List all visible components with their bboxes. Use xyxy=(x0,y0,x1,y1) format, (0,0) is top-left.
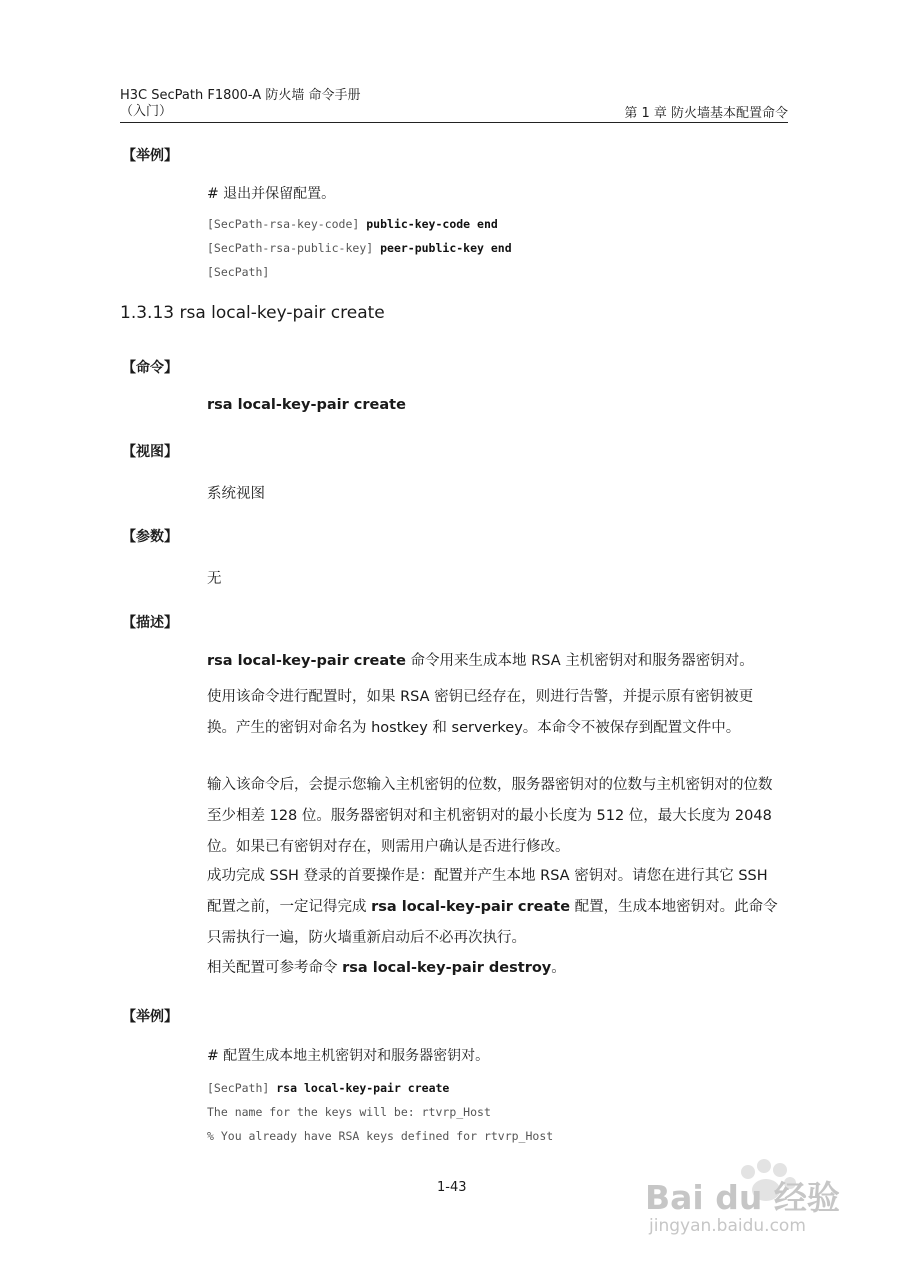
code-prompt: [SecPath-rsa-public-key] xyxy=(207,241,381,255)
desc-paragraph-4 xyxy=(207,861,782,954)
view-text: 系统视图 xyxy=(207,486,265,502)
header-rule xyxy=(120,122,788,123)
desc-p5-text-b: 。 xyxy=(551,960,566,976)
desc-p5-text-a: 相关配置可参考命令 xyxy=(207,960,343,976)
code-line xyxy=(207,1081,449,1095)
page-number: 1-43 xyxy=(437,1180,467,1195)
desc-paragraph-3: 输入该命令后，会提示您输入主机密钥的位数，服务器密钥对的位数与主机密钥对的位数至少相差 128 位。服务器密钥对和主机密钥对的最小长度为 512 位，最大长度为 2048 位。如果已有密钥对存在，则需用户确认是否进行修改。 xyxy=(207,777,773,855)
header-chapter: 第 1 章 防火墙基本配置命令 xyxy=(624,106,788,121)
header-title-line1: H3C SecPath F1800-A 防火墙 命令手册 xyxy=(120,88,361,103)
desc-p1-command: rsa local-key-pair create xyxy=(207,653,406,669)
watermark-brand: Bai du 经验 xyxy=(645,1178,840,1217)
example-heading-top: 【举例】 xyxy=(122,148,178,164)
command-heading: 【命令】 xyxy=(122,360,178,376)
desc-p4-text-b: 配置，生成本地密钥对。此命令只需执行一遍，防火墙重新启动后不必再次执行。 xyxy=(207,899,778,946)
view-heading: 【视图】 xyxy=(122,444,178,460)
desc-p4-text-a: 成功完成 SSH 登录的首要操作是：配置并产生本地 RSA 密钥对。请您在进行其它 SSH 配置之前，一定记得完成 xyxy=(207,868,768,915)
desc-p4-command: rsa local-key-pair create xyxy=(371,899,571,915)
section-heading: 1.3.13 rsa local-key-pair create xyxy=(120,303,385,323)
header-title-line2: （入门） xyxy=(120,104,173,119)
desc-heading: 【描述】 xyxy=(122,615,178,631)
desc-paragraph-1 xyxy=(207,646,782,677)
watermark-url: jingyan.baidu.com xyxy=(649,1216,806,1236)
code-line xyxy=(207,217,498,231)
desc-p1-text: 命令用来生成本地 RSA 主机密钥对和服务器密钥对。 xyxy=(405,653,754,669)
baidu-watermark xyxy=(645,1150,855,1240)
desc-paragraph-2: 使用该命令进行配置时，如果 RSA 密钥已经存在，则进行告警，并提示原有密钥被更换。产生的密钥对命名为 hostkey 和 serverkey。本命令不被保存到配置文件中。 xyxy=(207,689,754,736)
example-bottom-comment: # 配置生成本地主机密钥对和服务器密钥对。 xyxy=(207,1048,490,1064)
code-line xyxy=(207,241,512,255)
desc-p5-command: rsa local-key-pair destroy xyxy=(342,960,552,976)
code-command: peer-public-key end xyxy=(380,241,512,255)
code-line: % You already have RSA keys defined for rtvrp_Host xyxy=(207,1129,554,1143)
example-heading-bottom: 【举例】 xyxy=(122,1009,178,1025)
code-prompt: [SecPath] xyxy=(207,265,270,279)
code-line: The name for the keys will be: rtvrp_Host xyxy=(207,1105,491,1119)
code-prompt: [SecPath-rsa-key-code] xyxy=(207,217,367,231)
code-prompt: [SecPath] xyxy=(207,1081,277,1095)
params-text: 无 xyxy=(207,571,222,587)
code-command: public-key-code end xyxy=(366,217,498,231)
desc-paragraph-5 xyxy=(207,953,782,984)
code-command: rsa local-key-pair create xyxy=(276,1081,450,1095)
params-heading: 【参数】 xyxy=(122,529,178,545)
code-line xyxy=(207,265,269,279)
example-top-comment: # 退出并保留配置。 xyxy=(207,186,336,202)
command-text: rsa local-key-pair create xyxy=(207,397,406,413)
